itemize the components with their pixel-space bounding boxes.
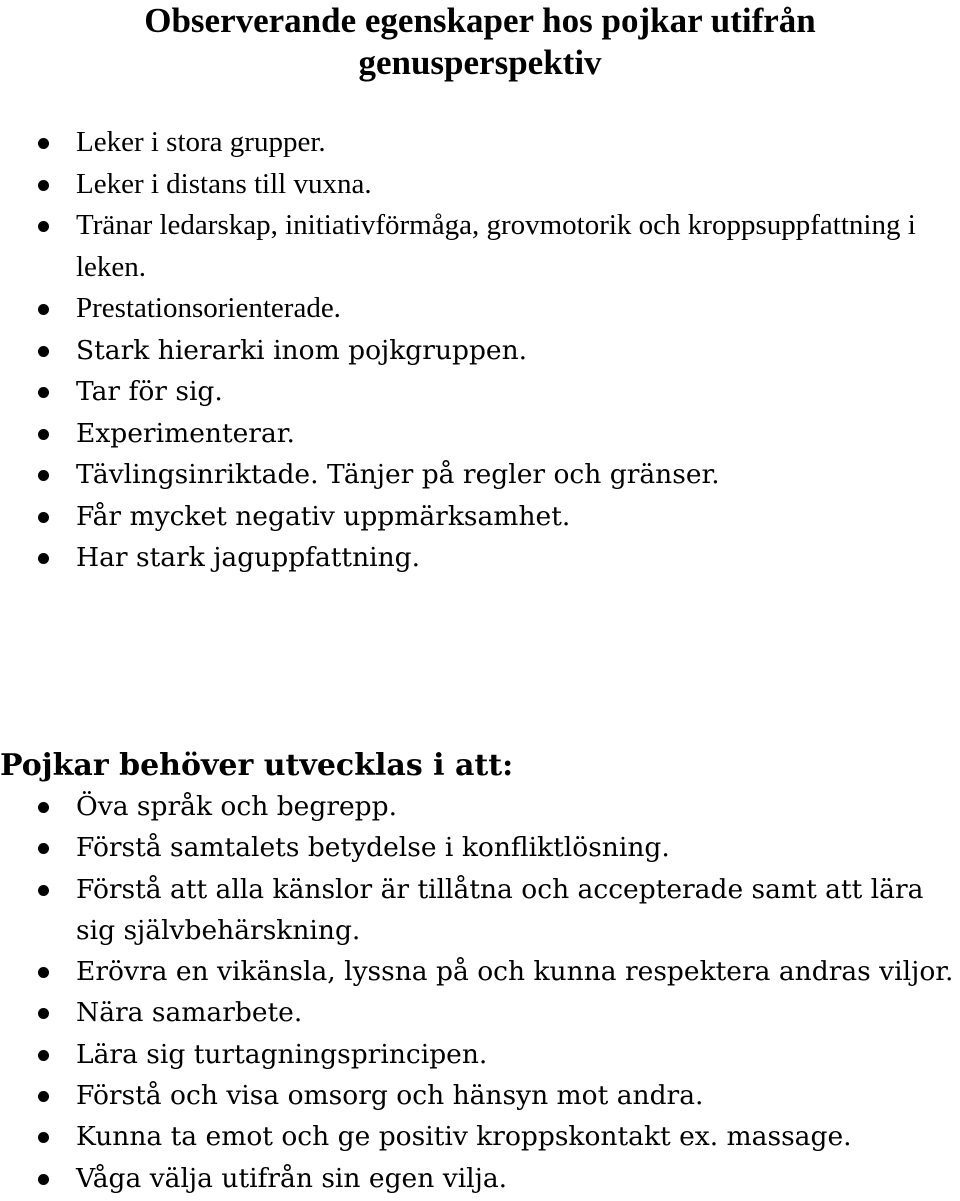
list-item (0, 827, 960, 868)
list-item-text: Tar för sig. (76, 376, 223, 407)
bullet-icon (38, 221, 49, 232)
list-item (0, 122, 960, 164)
list-item-text: Leker i distans till vuxna. (76, 167, 372, 200)
title-line-1: Observerande egenskaper hos pojkar utifrån (144, 1, 816, 40)
list-item-text: Har stark jaguppfattning. (76, 542, 421, 573)
list-item (0, 205, 960, 288)
list-item-text: Tränar ledarskap, initiativförmåga, grovmotorik och kroppsuppfattning i leken. (76, 209, 916, 283)
bullet-icon (38, 1008, 49, 1019)
bullet-icon (38, 1174, 49, 1185)
bullet-icon (38, 967, 49, 978)
list-item-text: Öva språk och begrepp. (76, 791, 398, 822)
list-item (0, 992, 960, 1033)
bullet-icon (38, 512, 49, 523)
bullet-icon (38, 1050, 49, 1061)
bullet-icon (38, 1132, 49, 1143)
list-item (0, 1075, 960, 1116)
bullet-icon (38, 843, 49, 854)
bullet-icon (38, 304, 49, 315)
needs-list (0, 786, 960, 1199)
list-item (0, 330, 960, 372)
list-item (0, 164, 960, 206)
list-item-text: Erövra en vikänsla, lyssna på och kunna respektera andras viljor. (76, 956, 954, 988)
page-title (0, 0, 960, 84)
list-item (0, 496, 960, 538)
bullet-icon (38, 470, 49, 481)
list-item (0, 413, 960, 455)
properties-list (0, 122, 960, 579)
list-item (0, 537, 960, 579)
list-item-text: Nära samarbete. (76, 997, 303, 1029)
list-item-text: Våga välja utifrån sin egen vilja. (76, 1162, 508, 1194)
list-item-text: Får mycket negativ uppmärksamhet. (76, 500, 571, 532)
list-item (0, 869, 960, 952)
list-item (0, 371, 960, 413)
bullet-icon (38, 802, 49, 813)
bullet-icon (38, 885, 49, 896)
list-item-text: Leker i stora grupper. (76, 126, 326, 158)
list-item-text: Prestationsorienterade. (76, 292, 341, 324)
list-item-text: Förstå att alla känslor är tillåtna och accepterade samt att lära sig självbehärskning. (76, 873, 924, 946)
list-item (0, 454, 960, 496)
bullet-icon (38, 429, 49, 440)
title-line-2: genusperspektiv (358, 43, 602, 82)
list-item-text: Stark hierarki inom pojkgruppen. (76, 334, 528, 366)
list-item-text: Förstå samtalets betydelse i konfliktlösning. (76, 832, 670, 864)
list-item (0, 288, 960, 330)
bullet-icon (38, 346, 49, 357)
bullet-icon (38, 387, 49, 398)
list-item (0, 1158, 960, 1199)
bullet-icon (38, 1091, 49, 1102)
list-item (0, 1034, 960, 1075)
needs-heading: Pojkar behöver utvecklas i att: (0, 748, 514, 783)
bullet-icon (38, 138, 49, 149)
list-item-text: Experimenterar. (76, 417, 295, 449)
list-item (0, 951, 960, 992)
list-item (0, 786, 960, 827)
list-item-text: Lära sig turtagningsprincipen. (76, 1038, 488, 1070)
bullet-icon (38, 180, 49, 191)
list-item (0, 1116, 960, 1157)
list-item-text: Tävlingsinriktade. Tänjer på regler och gränser. (76, 459, 720, 490)
list-item-text: Förstå och visa omsorg och hänsyn mot andra. (76, 1080, 704, 1112)
list-item-text: Kunna ta emot och ge positiv kroppskontakt ex. massage. (76, 1121, 852, 1153)
bullet-icon (38, 553, 49, 564)
